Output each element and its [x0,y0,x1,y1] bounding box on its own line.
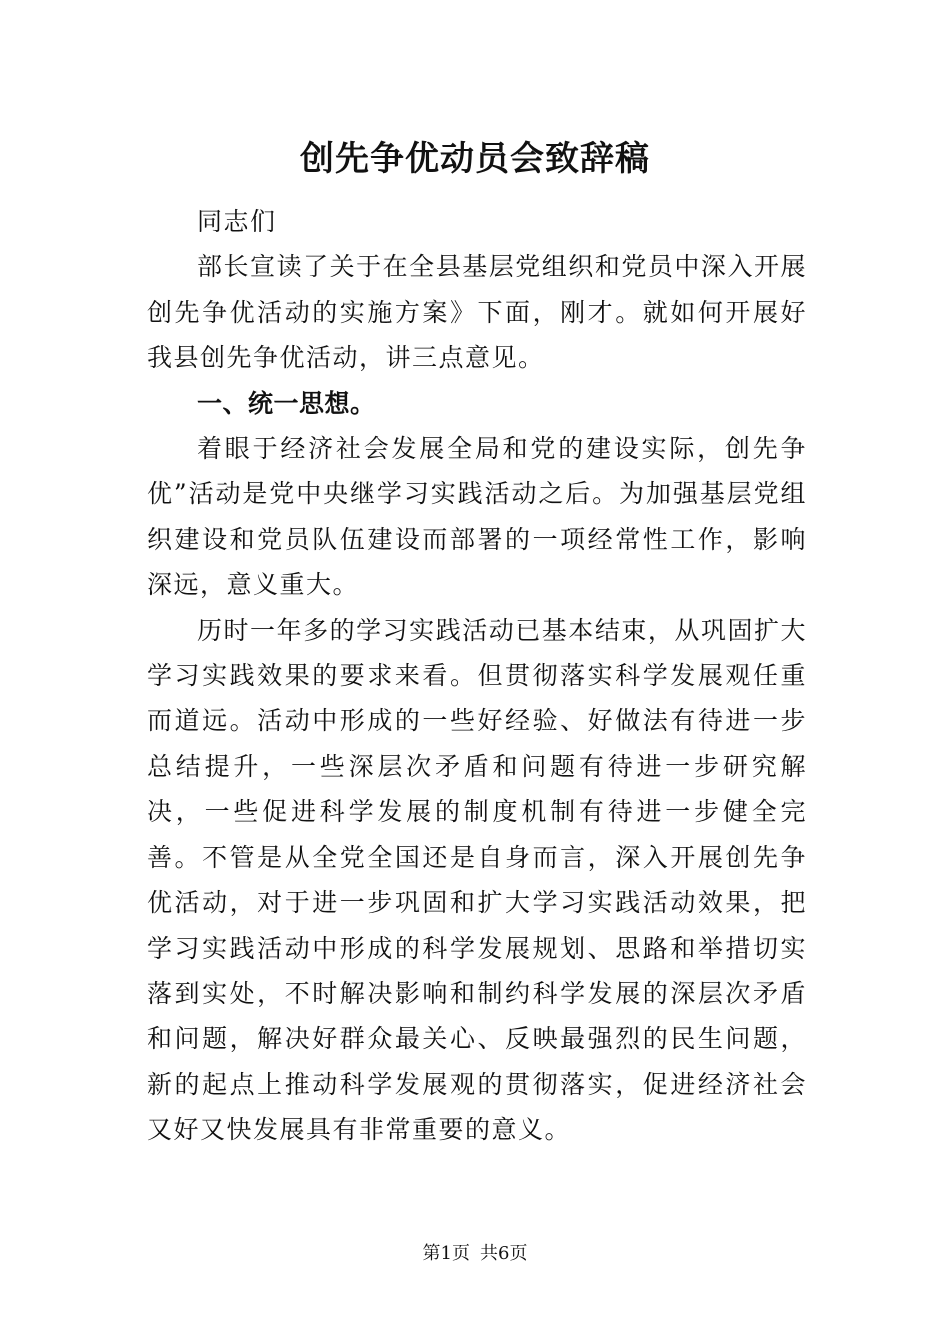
page-footer [0,1240,950,1268]
section-heading: 一、统一思想。 [197,388,376,418]
salutation-paragraph: 同志们 [197,207,277,236]
body-paragraph: 着眼于经济社会发展全局和党的建设实际，创先争优”活动是党中央继学习实践活动之后。为加强基层党组织建设和党员队伍建设而部署的一项经常性工作，影响深远，意义重大。 [147,434,807,600]
document-body [147,199,807,1153]
body-paragraph: 历时一年多的学习实践活动已基本结束，从巩固扩大学习实践效果的要求来看。但贯彻落实科学发展观任重而道远。活动中形成的一些好经验、好做法有待进一步总结提升，一些深层次矛盾和问题有待进一步研究解决，一些促进科学发展的制度机制有待进一步健全完善。不管是从全党全国还是自身而言，深入开展创先争优活动，对于进一步巩固和扩大学习实践活动效果，把学习实践活动中形成的科学发展规划、思路和举措切实落到实处，不时解决影响和制约科学发展的深层次矛盾和问题，解决好群众最关心、反映最强烈的民生问题，新的起点上推动科学发展观的贯彻落实，促进经济社会又好又快发展具有非常重要的意义。 [147,615,807,1145]
document-title: 创先争优动员会致辞稿 [300,139,650,179]
intro-paragraph: 部长宣读了关于在全县基层党组织和党员中深入开展创先争优活动的实施方案》下面，刚才。就如何开展好我县创先争优活动，讲三点意见。 [147,252,807,373]
page-number-current: 第1页 [422,1243,470,1264]
page-number-total: 共6页 [480,1243,528,1264]
